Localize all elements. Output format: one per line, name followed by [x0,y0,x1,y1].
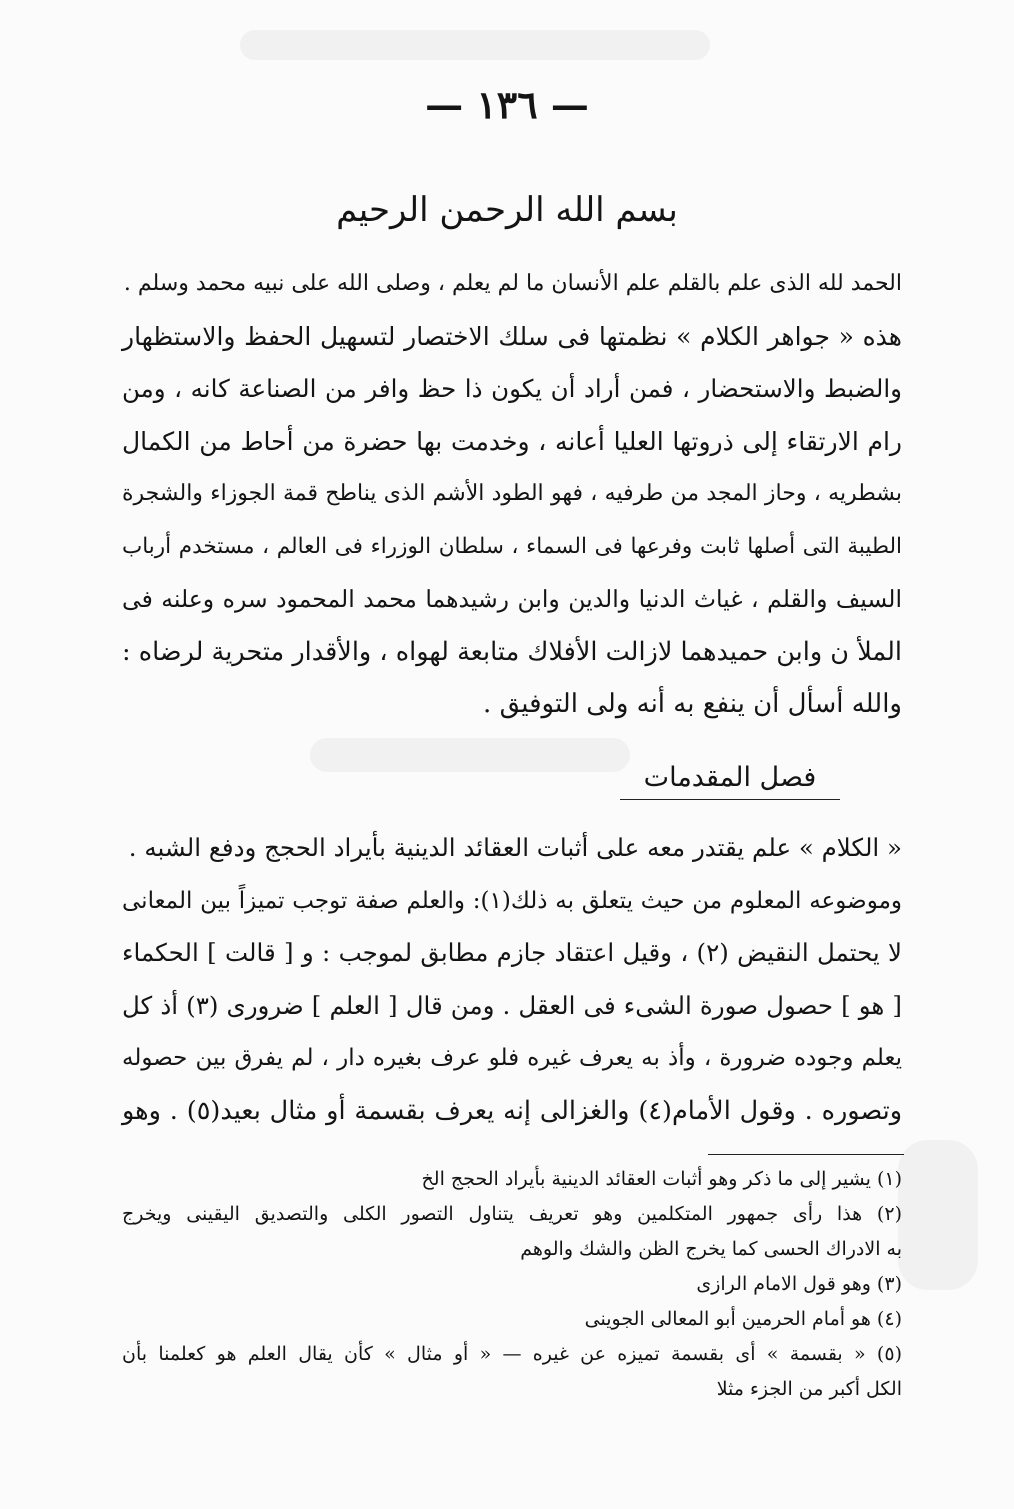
intro-line: الملأ ن وابن حميدهما لازالت الأفلاك متابعة لهواه ، والأقدار متحرية لرضاه : [122,636,902,667]
intro-line: والضبط والاستحضار ، فمن أراد أن يكون ذا حظ وافر من الصناعة كانه ، ومن [122,374,902,403]
footnote: (٣) وهو قول الامام الرازى [696,1273,902,1295]
section-line: وتصوره . وقول الأمام(٤) والغزالى إنه يعرف بقسمة أو مثال بعيد(٥) . وهو [122,1095,903,1126]
intro-line: بشطريه ، وحاز المجد من طرفيه ، فهو الطود الأشم الذى يناطح قمة الجوزاء والشجرة [122,481,902,506]
section-line: [ هو ] حصول صورة الشىء فى العقل . ومن قال [ العلم ] ضرورى (٣) أذ كل [122,990,902,1020]
section-line: « الكلام » علم يقتدر معه على أثبات العقائد الدينية بأيراد الحجج ودفع الشبه . [128,833,902,862]
section-line: لا يحتمل النقيض (٢) ، وقيل اعتقاد جازم مطابق لموجب : و [ قالت ] الحكماء [122,938,903,967]
intro-line: الحمد لله الذى علم بالقلم علم الأنسان ما لم يعلم ، وصلى الله على نبيه محمد وسلم . [123,271,902,296]
section-line: وموضوعه المعلوم من حيث يتعلق به ذلك(١): والعلم صفة توجب تميزاً بين المعانى [122,887,902,914]
intro-line: هذه « جواهر الكلام » نظمتها فى سلك الاختصار لتسهيل الحفظ والاستظهار [122,321,902,351]
section-heading: فصل المقدمات [620,762,840,800]
intro-line: الطيبة التى أصلها ثابت وفرعها فى السماء ، سلطان الوزراء فى العالم ، مستخدم أرباب [122,533,902,559]
footnote: (١) يشير إلى ما ذكر وهو أثبات العقائد الدينية بأيراد الحجج الخ [421,1168,902,1190]
scan-smudge-middle [310,738,630,772]
footnote: (٥) « بقسمة » أى بقسمة تميزه عن غيره — « أو مثال » كأن يقال العلم هو كعلمنا بأن [122,1343,902,1365]
footnote: (٤) هو أمام الحرمين أبو المعالى الجوينى [584,1308,902,1330]
scan-smudge-top [240,30,710,60]
footnotes [122,1162,902,1407]
section-line: يعلم وجوده ضرورة ، وأذ به يعرف غيره فلو عرف بغيره دار ، لم يفرق بين حصوله [122,1045,902,1071]
introduction-paragraph [122,258,902,731]
section-paragraph [122,822,902,1137]
footnote: الكل أكبر من الجزء مثلا [716,1378,902,1400]
footnote: به الادراك الحسى كما يخرج الظن والشك والوهم [520,1238,902,1260]
intro-line: والله أسأل أن ينفع به أنه ولى التوفيق . [483,689,902,719]
footnote: (٢) هذا رأى جمهور المتكلمين وهو تعريف يتناول التصور الكلى والتصديق اليقينى ويخرج [122,1203,902,1225]
footnote-separator [708,1154,904,1155]
scan-smudge-right [898,1140,978,1290]
basmala-heading: بسم الله الرحمن الرحيم [336,190,678,230]
page-number: — ١٣٦ — [425,82,589,127]
intro-line: السيف والقلم ، غياث الدنيا والدين وابن رشيدهما محمد المحمود سره وعلنه فى [122,585,902,613]
intro-line: رام الارتقاء إلى ذروتها العليا أعانه ، وخدمت بها حضرة من أحاط من الكمال [122,426,902,456]
